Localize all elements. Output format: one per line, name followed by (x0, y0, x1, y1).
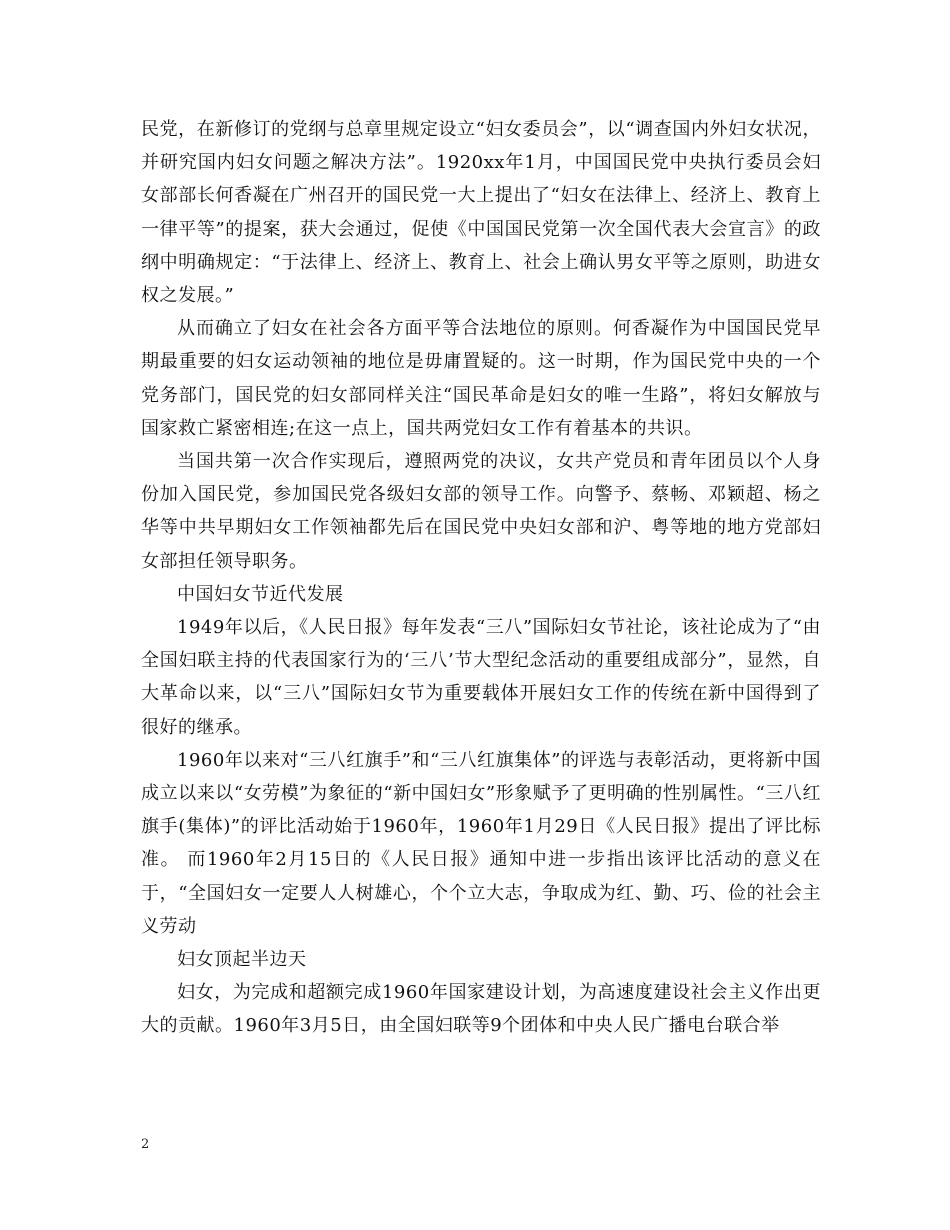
page-body (141, 113, 821, 1043)
section-heading: 中国妇女节近代发展 (177, 583, 344, 605)
page-number: 2 (141, 1137, 150, 1152)
paragraph: 1949年以后，《人民日报》每年发表“三八”国际妇女节社论，该社论成为了“由全国妇联主持的代表国家行为的‘三八’节大型纪念活动的重要组成部分”，显然，自大革命以来，以“三八”国际妇女节为重要载体开展妇女工作的传统在新中国得到了很好的继承。 (141, 617, 821, 738)
paragraph-continuation: 民党，在新修订的党纲与总章里规定设立“妇女委员会”，以“调查国内外妇女状况，并研究国内妇女问题之解决方法”。1920xx年1月，中国国民党中央执行委员会妇女部部长何香凝在广州召开的国民党一大上提出了“妇女在法律上、经济上、教育上一律平等”的提案，获大会通过，促使《中国国民党第一次全国代表大会宣言》的政纲中明确规定：“于法律上、经济上、教育上、社会上确认男女平等之原则，助进女权之发展。” (141, 119, 821, 307)
paragraph: 当国共第一次合作实现后，遵照两党的决议，女共产党员和青年团员以个人身份加入国民党，参加国民党各级妇女部的领导工作。向警予、蔡畅、邓颖超、杨之华等中共早期妇女工作领袖都先后在国民党中央妇女部和沪、粤等地的地方党部妇女部担任领导职务。 (141, 451, 821, 572)
paragraph: 妇女，为完成和超额完成1960年国家建设计划，为高速度建设社会主义作出更大的贡献。1960年3月5日，由全国妇联等9个团体和中央人民广播电台联合举 (141, 982, 821, 1037)
section-heading: 妇女顶起半边天 (177, 949, 307, 971)
paragraph: 1960年以来对“三八红旗手”和“三八红旗集体”的评选与表彰活动，更将新中国成立以来以“女劳模”为象征的“新中国妇女”形象赋予了更明确的性别属性。“三八红旗手(集体)”的评比活动始于1960年，1960年1月29日《人民日报》提出了评比标准。 而1960年2月15日的《人民日报》通知中进一步指出该评比活动的意义在于，“全国妇女一定要人人树雄心，个个立大志，争取成为红、勤、巧、俭的社会主义劳动 (141, 749, 821, 937)
paragraph: 从而确立了妇女在社会各方面平等合法地位的原则。何香凝作为中国国民党早期最重要的妇女运动领袖的地位是毋庸置疑的。这一时期，作为国民党中央的一个党务部门，国民党的妇女部同样关注“国民革命是妇女的唯一生路”，将妇女解放与国家救亡紧密相连;在这一点上，国共两党妇女工作有着基本的共识。 (141, 318, 821, 439)
